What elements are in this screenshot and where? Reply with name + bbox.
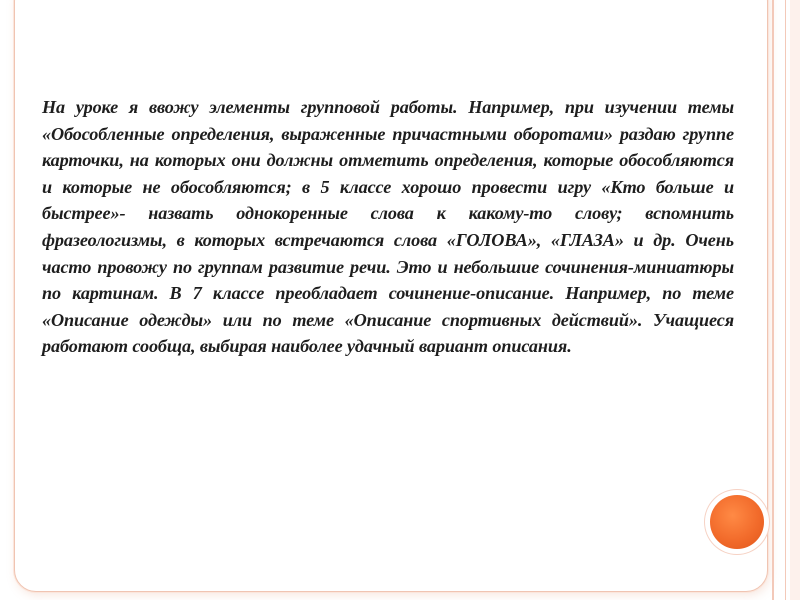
decorative-vertical-rule xyxy=(772,0,774,600)
slide-body-text: На уроке я ввожу элементы групповой работы. Например, при изучении темы «Обособленные определения, выраженные причастными оборотами» раздаю группе карточки, на которых они должны отметить определения, которые обособляются и которые не обособляются; в 5 классе хорошо провести игру «Кто больше и быстрее»- назвать однокоренные слова к какому-то слову; вспомнить фразеологизмы, в которых встречаются слова «ГОЛОВА», «ГЛАЗА» и др. Очень часто провожу по группам развитие речи. Это и небольшие сочинения-миниатюры по картинам. В 7 классе преобладает сочинение-описание. Например, по теме «Описание одежды» или по теме «Описание спортивных действий». Учащиеся работают сообща, выбирая наиболее удачный вариант описания. xyxy=(42,97,734,357)
decorative-edge-band xyxy=(790,0,800,600)
decorative-vertical-rule xyxy=(785,0,786,600)
orange-circle-decoration xyxy=(710,495,764,549)
